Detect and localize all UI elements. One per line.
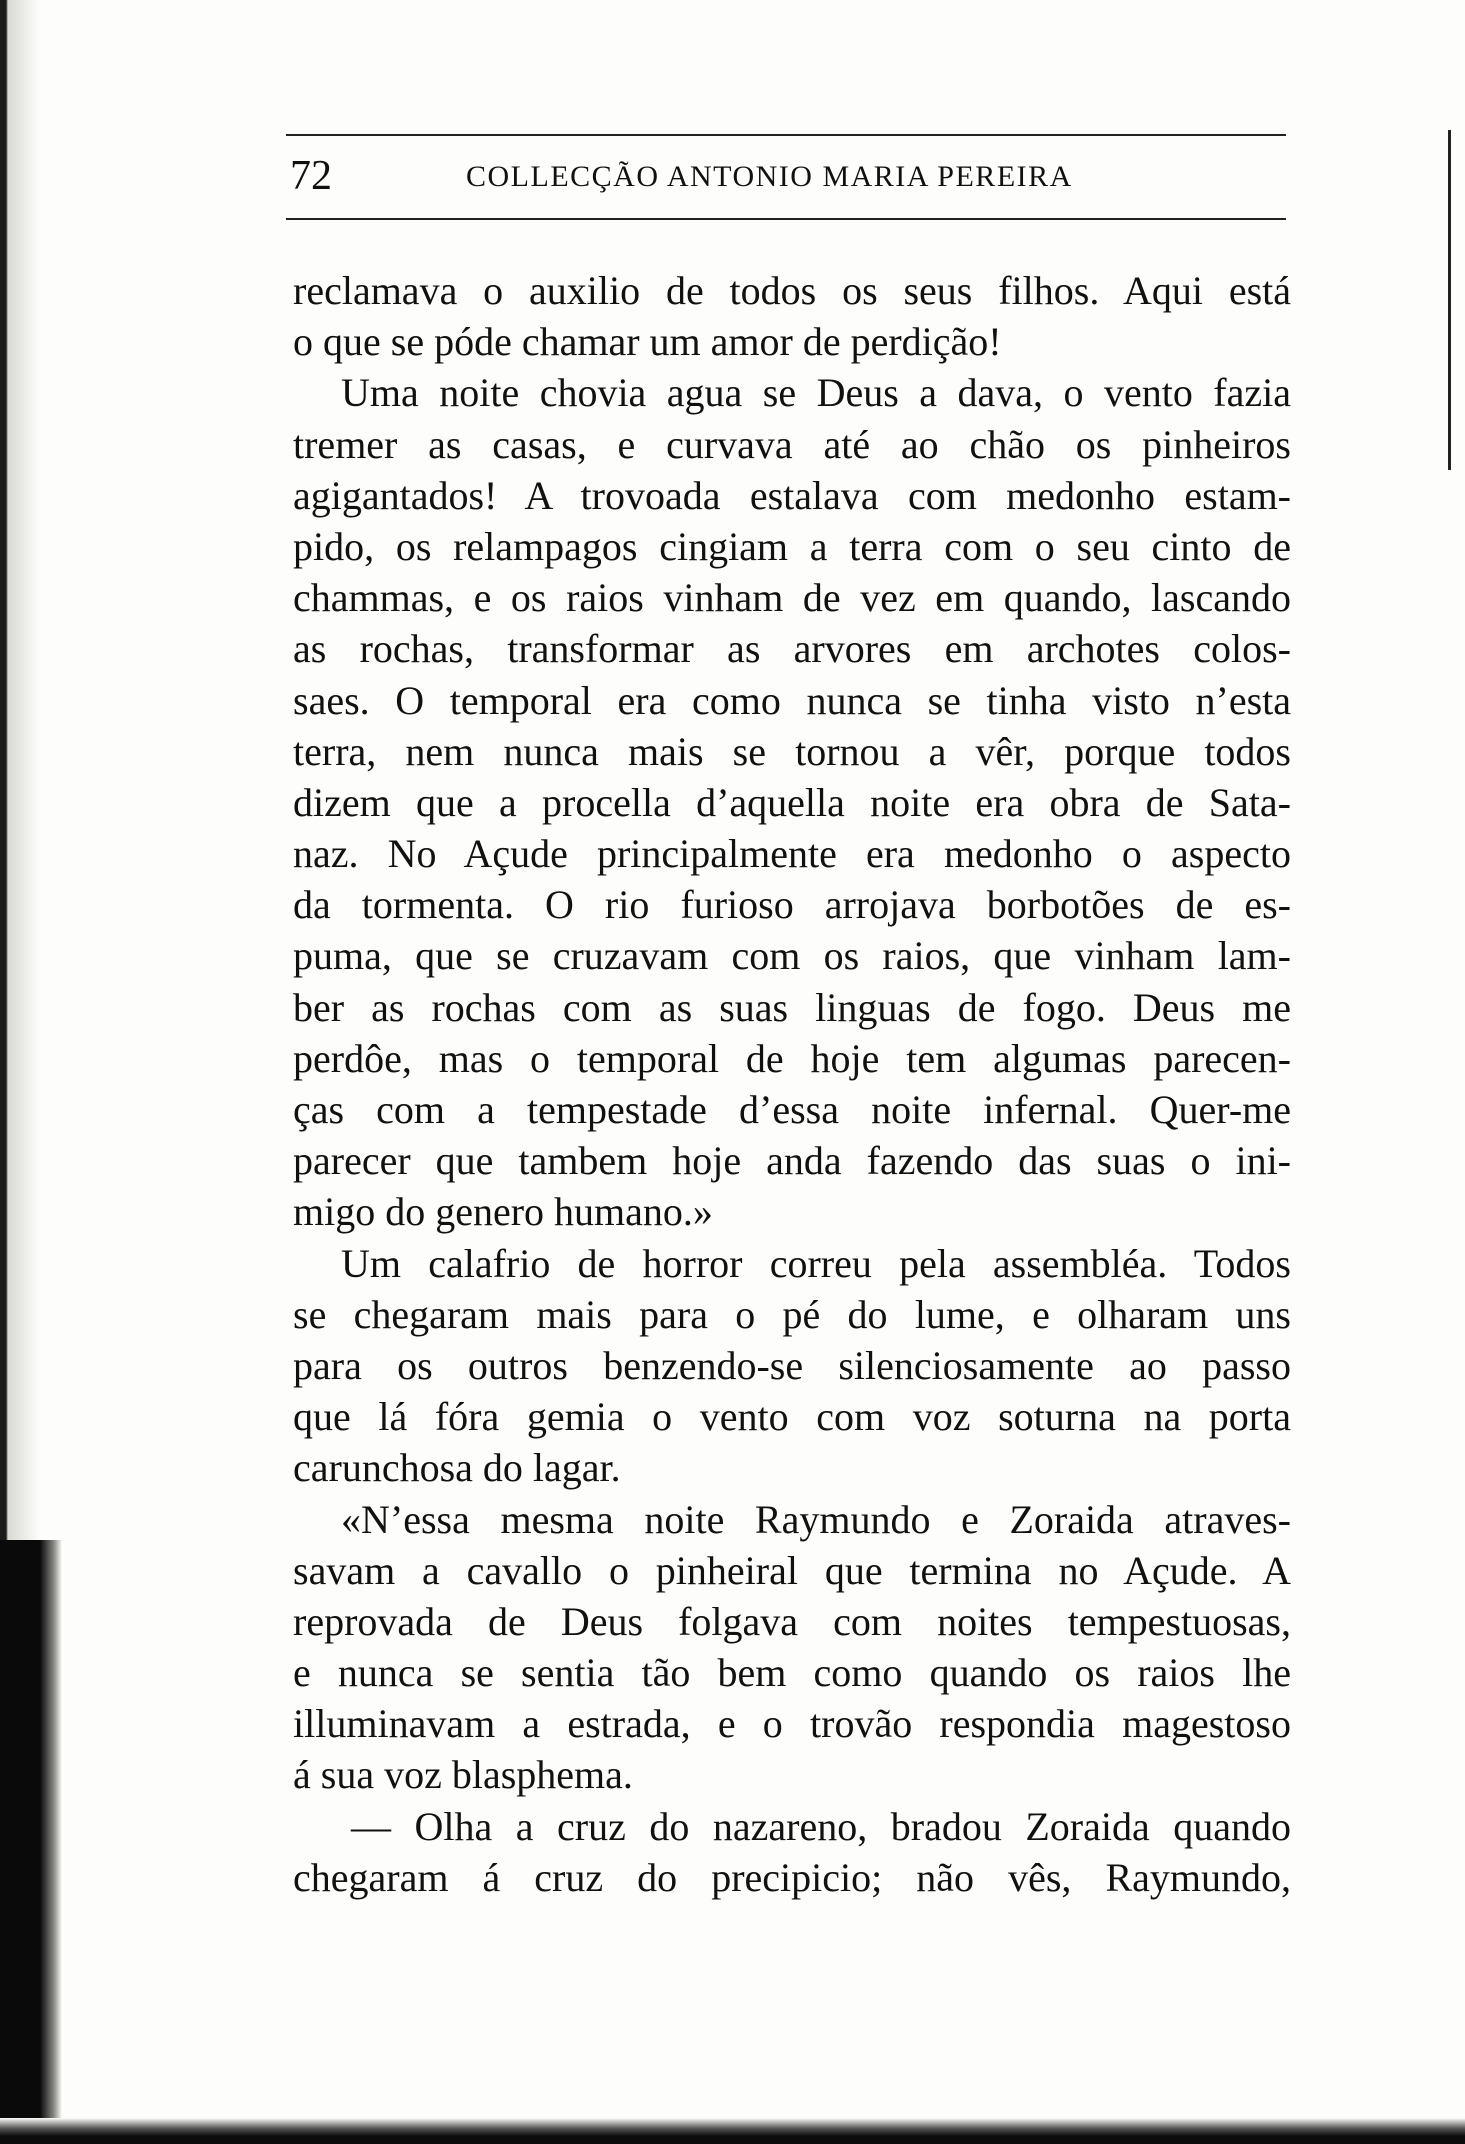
text-line: reclamava o auxilio de todos os seus filhos. Aqui está [293,268,1291,313]
text-line: e nunca se sentia tão bem como quando os raios lhe [293,1650,1291,1696]
text-line: pido, os relampagos cingiam a terra com o seu cinto de [293,523,1291,569]
text-line: migo do genero humano.» [293,1189,713,1235]
text-line: as rochas, transformar as arvores em archotes colos- [293,626,1291,672]
text-line: parecer que tambem hoje anda fazendo das suas o ini- [293,1138,1291,1184]
bottom-edge-shadow [0,2118,1465,2144]
text-line: ças com a tempestade d’essa noite infernal. Quer-me [293,1087,1291,1132]
text-line: para os outros benzendo-se silenciosamente ao passo [293,1342,1291,1388]
text-line: terra, nem nunca mais se tornou a vêr, porque todos [293,728,1291,774]
text-line: chegaram á cruz do precipicio; não vês, Raymundo, [293,1854,1291,1900]
body-text [293,265,1291,1903]
text-line: que lá fóra gemia o vento com voz soturna na porta [293,1394,1291,1440]
text-line: dizem que a procella d’aquella noite era obra de Sata- [293,779,1291,825]
text-line: ber as rochas com as suas linguas de fogo. Deus me [293,984,1291,1030]
text-line: á sua voz blasphema. [293,1752,633,1798]
running-title: COLLECÇÃO ANTONIO MARIA PEREIRA [466,160,1073,193]
text-line: reprovada de Deus folgava com noites tempestuosas, [293,1598,1291,1644]
text-line: — Olha a cruz do nazareno, bradou Zoraida quando [351,1803,1291,1849]
text-line: chammas, e os raios vinham de vez em quando, lascando [293,575,1291,621]
header-rule-bottom [286,218,1286,220]
text-line: savam a cavallo o pinheiral que termina no Açude. A [293,1547,1291,1593]
text-line: Um calafrio de horror correu pela assembléa. Todos [341,1240,1291,1286]
text-line: da tormenta. O rio furioso arrojava borbotões de es- [293,882,1291,928]
text-line: se chegaram mais para o pé do lume, e olharam uns [293,1291,1291,1337]
header-rule-top [286,134,1286,136]
text-line: perdôe, mas o temporal de hoje tem algumas parecen- [293,1035,1291,1081]
text-line: «N’essa mesma noite Raymundo e Zoraida atraves- [341,1496,1291,1542]
text-line: carunchosa do lagar. [293,1445,621,1491]
text-line: o que se póde chamar um amor de perdição! [293,319,1002,365]
text-line: agigantados! A trovoada estalava com medonho estam- [293,472,1291,518]
page-number: 72 [290,153,332,199]
text-line: tremer as casas, e curvava até ao chão os pinheiros [293,421,1291,467]
text-line: illuminavam a estrada, e o trovão respondia magestoso [293,1701,1291,1747]
text-line: Uma noite chovia agua se Deus a dava, o vento fazia [341,370,1291,416]
binding-shadow [0,1540,62,2130]
text-line: saes. O temporal era como nunca se tinha visto n’esta [293,677,1291,723]
edge-mark [1448,130,1451,470]
text-line: puma, que se cruzavam com os raios, que vinham lam- [293,933,1291,979]
page-header [286,146,1286,210]
text-line: naz. No Açude principalmente era medonho o aspecto [293,831,1291,877]
